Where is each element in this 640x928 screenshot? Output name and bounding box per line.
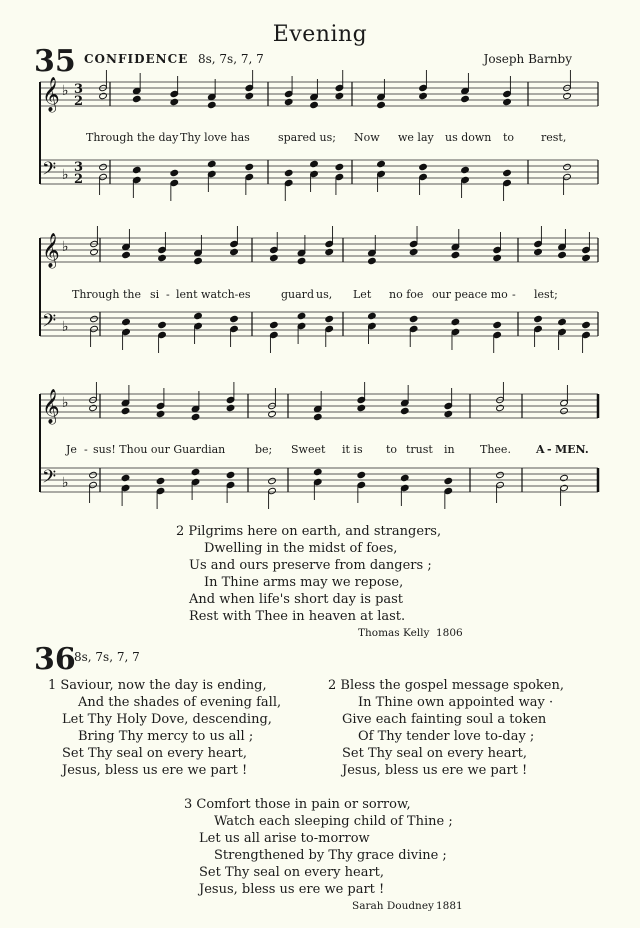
treble-clef-icon: 𝄞 — [42, 389, 60, 424]
note-head — [534, 315, 543, 322]
tune-name: CONFIDENCE — [84, 52, 189, 66]
verse-line: 3 Comfort those in pain or sorrow, — [184, 797, 411, 812]
lyric: Je — [66, 443, 77, 456]
note-head — [335, 163, 344, 170]
time-sig-icon: 2 — [74, 94, 84, 109]
note-head — [582, 321, 591, 328]
lyric: sus! Thou our Guardian — [93, 443, 226, 456]
note-head — [99, 163, 108, 170]
note-head — [503, 169, 512, 176]
note-head — [268, 410, 277, 417]
bass-clef-icon: 𝄢 — [42, 311, 57, 336]
lyric: it is — [342, 443, 363, 456]
note-head — [368, 257, 377, 264]
note-head — [170, 169, 179, 176]
note-head — [419, 163, 428, 170]
bass-clef-icon: 𝄢 — [42, 159, 57, 184]
verse-line: Set Thy seal on every heart, — [62, 746, 248, 761]
hymn35-meter: 8s, 7s, 7, 7 — [198, 52, 264, 66]
note-head — [444, 410, 453, 417]
verse-line: Give each fainting soul a token — [342, 712, 547, 727]
note-head — [158, 321, 167, 328]
note-head — [496, 471, 505, 478]
note-head — [207, 160, 216, 167]
lyric: lest; — [534, 288, 558, 301]
note-head — [194, 312, 203, 319]
note-head — [194, 257, 203, 264]
note-head — [226, 471, 235, 478]
note-head — [560, 407, 569, 414]
verse-line: 2 Bless the gospel message spoken, — [328, 678, 564, 693]
verse-line: Strengthened by Thy grace divine ; — [214, 848, 447, 863]
lyric: we lay — [398, 131, 434, 144]
note-head — [558, 251, 567, 258]
treble-clef-icon: 𝄞 — [42, 77, 60, 112]
lyric: Let — [353, 288, 372, 301]
note-head — [132, 95, 141, 102]
note-head — [270, 254, 279, 261]
time-sig-icon: 3 — [74, 82, 84, 97]
time-sig-icon: 2 — [74, 172, 84, 187]
note-head — [377, 160, 386, 167]
note-head — [368, 312, 377, 319]
lyric: Sweet — [291, 443, 326, 456]
lyric: spared us; — [278, 131, 336, 144]
author-name: Sarah Doudney — [352, 900, 434, 912]
note-head — [493, 254, 502, 261]
note-head — [226, 404, 235, 411]
note-head — [313, 413, 322, 420]
verse-line: And when life's short day is past — [189, 592, 404, 607]
key-flat-icon: ♭ — [62, 239, 69, 255]
lyric: - — [166, 288, 170, 301]
note-head — [158, 254, 167, 261]
note-head — [170, 98, 179, 105]
note-head — [444, 477, 453, 484]
note-head — [122, 251, 131, 258]
hymn-number-35: 35 — [34, 44, 76, 79]
note-head — [357, 471, 366, 478]
verse-line: Jesus, bless us ere we part ! — [342, 763, 528, 778]
note-head — [534, 248, 543, 255]
note-head — [461, 95, 470, 102]
lyric: in — [444, 443, 455, 456]
note-head — [90, 248, 99, 255]
lyric: our peace mo — [432, 288, 508, 301]
note-head — [582, 254, 591, 261]
note-head — [400, 407, 409, 414]
lyric: A — [536, 443, 545, 456]
treble-clef-icon: 𝄞 — [42, 233, 60, 268]
verse-line: Of Thy tender love to-day ; — [358, 729, 535, 744]
note-head — [496, 404, 505, 411]
key-flat-icon: ♭ — [62, 167, 69, 183]
note-head — [89, 471, 98, 478]
lyric: Now — [354, 131, 380, 144]
hymn-number-36: 36 — [34, 642, 76, 677]
note-head — [335, 92, 344, 99]
note-head — [400, 474, 409, 481]
verse-line: Let us all arise to-morrow — [199, 831, 370, 846]
note-head — [310, 160, 319, 167]
note-head — [325, 315, 334, 322]
note-head — [461, 166, 470, 173]
note-head — [191, 413, 200, 420]
lyric: Through the — [72, 288, 142, 301]
note-head — [191, 468, 200, 475]
lyric: - — [547, 443, 552, 456]
author-year: 1881 — [436, 900, 463, 912]
note-head — [207, 101, 216, 108]
key-flat-icon: ♭ — [62, 319, 69, 335]
lyric: lent watch-es — [176, 288, 251, 301]
verse-line: Watch each sleeping child of Thine ; — [214, 814, 453, 829]
key-flat-icon: ♭ — [62, 395, 69, 411]
verse-line: Set Thy seal on every heart, — [342, 746, 528, 761]
note-head — [419, 92, 428, 99]
lyric: - — [512, 288, 516, 301]
lyric: MEN. — [555, 443, 589, 456]
verse-line: Set Thy seal on every heart, — [199, 865, 385, 880]
verse-line: And the shades of evening fall, — [78, 695, 282, 710]
note-head — [89, 404, 98, 411]
verse-line: 2 Pilgrims here on earth, and strangers, — [176, 524, 442, 539]
lyric: be; — [255, 443, 273, 456]
note-head — [325, 248, 334, 255]
note-head — [121, 474, 130, 481]
note-head — [310, 101, 319, 108]
note-head — [90, 315, 99, 322]
lyric: si — [150, 288, 160, 301]
note-head — [451, 251, 460, 258]
note-head — [560, 474, 569, 481]
note-head — [357, 404, 366, 411]
note-head — [132, 166, 141, 173]
verse-line: In Thine own appointed way · — [358, 695, 554, 710]
time-sig-icon: 3 — [74, 160, 84, 175]
key-flat-icon: ♭ — [62, 83, 69, 99]
verse-line: Jesus, bless us ere we part ! — [62, 763, 248, 778]
lyric: rest, — [541, 131, 567, 144]
verse-line: Let Thy Holy Dove, descending, — [62, 712, 272, 727]
verse-line: Rest with Thee in heaven at last. — [189, 609, 406, 624]
lyric: no foe — [389, 288, 424, 301]
lyric: - — [84, 443, 88, 456]
composer: Joseph Barnby — [483, 52, 572, 66]
note-head — [270, 321, 279, 328]
hymn36-meter: 8s, 7s, 7, 7 — [74, 650, 140, 664]
verse-line: Dwelling in the midst of foes, — [204, 541, 398, 556]
lyric: Thy love has — [180, 131, 250, 144]
verse-line: In Thine arms may we repose, — [204, 575, 404, 590]
note-head — [156, 477, 165, 484]
page-title: Evening — [272, 22, 368, 47]
bass-clef-icon: 𝄢 — [42, 467, 57, 492]
note-head — [563, 163, 572, 170]
note-head — [297, 257, 306, 264]
note-head — [284, 169, 293, 176]
lyric: guard — [281, 288, 314, 301]
note-head — [284, 98, 293, 105]
note-head — [558, 318, 567, 325]
note-head — [493, 321, 502, 328]
note-head — [297, 312, 306, 319]
note-head — [121, 407, 130, 414]
note-head — [409, 315, 418, 322]
note-head — [156, 410, 165, 417]
verse-line: Bring Thy mercy to us all ; — [78, 729, 254, 744]
lyric: to — [386, 443, 398, 456]
note-head — [377, 101, 386, 108]
note-head — [245, 163, 254, 170]
lyric: us, — [316, 288, 333, 301]
note-head — [563, 92, 572, 99]
verse-line: 1 Saviour, now the day is ending, — [48, 678, 267, 693]
note-head — [313, 468, 322, 475]
note-head — [451, 318, 460, 325]
note-head — [268, 477, 277, 484]
lyric: Through the day — [86, 131, 179, 144]
lyric: trust — [406, 443, 433, 456]
note-head — [409, 248, 418, 255]
verse-line: Us and ours preserve from dangers ; — [189, 558, 432, 573]
verse-line: Jesus, bless us ere we part ! — [199, 882, 385, 897]
note-head — [245, 92, 254, 99]
note-head — [122, 318, 131, 325]
lyric: us down — [445, 131, 492, 144]
note-head — [99, 92, 108, 99]
key-flat-icon: ♭ — [62, 475, 69, 491]
note-head — [503, 98, 512, 105]
note-head — [230, 248, 239, 255]
note-head — [230, 315, 239, 322]
author-year: 1806 — [436, 627, 463, 639]
lyric: Thee. — [480, 443, 511, 456]
lyric: to — [503, 131, 515, 144]
author-name: Thomas Kelly — [358, 627, 430, 639]
